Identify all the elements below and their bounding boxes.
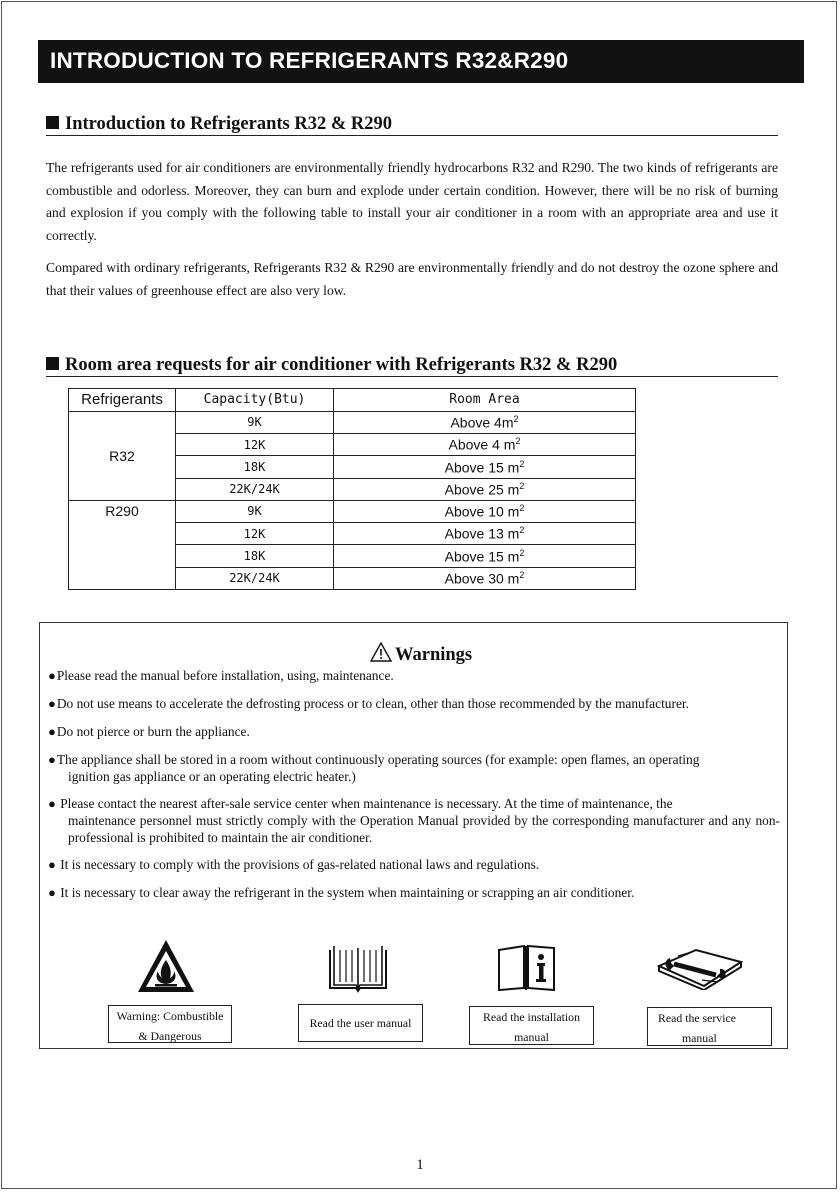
capacity-cell: 9K <box>176 411 334 433</box>
bullet-dot-icon: ● <box>48 796 56 811</box>
capacity-cell: 9K <box>176 500 334 522</box>
refrigerant-cell: R32 <box>69 411 176 500</box>
open-book-icon <box>326 942 390 994</box>
capacity-cell: 18K <box>176 456 334 478</box>
capacity-cell: 22K/24K <box>176 567 334 589</box>
warning-item: ●The appliance shall be stored in a room without continuously operating sources (for example: open flames, an operating ignition gas appliance or an operating electric heater.) <box>48 752 700 784</box>
area-cell: Above 15 $m^2$ <box>334 456 636 478</box>
bullet-dot-icon: ● <box>48 696 56 711</box>
warnings-title <box>370 642 472 666</box>
caption-user-manual: Read the user manual <box>298 1004 423 1042</box>
area-cell: Above 15 $m^2$ <box>334 545 636 567</box>
refrigerant-cell: R290 <box>69 500 176 589</box>
room-area-heading <box>46 355 778 377</box>
area-cell: Above $4m^2$ <box>334 411 636 433</box>
bullet-dot-icon: ● <box>48 752 56 767</box>
capacity-cell: 12K <box>176 434 334 456</box>
caption-combustible: Warning: Combustible & Dangerous <box>108 1005 232 1043</box>
bullet-dot-icon: ● <box>48 885 56 900</box>
capacity-cell: 18K <box>176 545 334 567</box>
square-bullet-icon <box>46 116 59 129</box>
intro-paragraph-1: The refrigerants used for air conditioners are environmentally friendly hydrocarbons R32 and R290. The two kinds of refrigerants are combustible and odorless. Moreover, they can burn and explode under certain condition. However, there will be no risk of burning and explosion if you comply with the following table to install your air conditioner in a room with an appropriate area and use it correctly. <box>46 160 778 243</box>
warning-item: ● It is necessary to clear away the refrigerant in the system when maintaining or scrapping an air conditioner. <box>48 885 635 900</box>
area-cell: Above 30 $m^2$ <box>334 567 636 589</box>
area-cell: Above 13 $m^2$ <box>334 523 636 545</box>
bullet-dot-icon: ● <box>48 857 56 872</box>
table-row <box>69 411 636 433</box>
header-room-area: Room Area <box>334 389 636 412</box>
area-cell: Above 10 $m^2$ <box>334 500 636 522</box>
header-refrigerants: Refrigerants <box>69 389 176 412</box>
warning-item: ● It is necessary to comply with the provisions of gas-related national laws and regulations. <box>48 857 540 872</box>
room-area-heading-text: Room area requests for air conditioner with Refrigerants R32 & R290 <box>65 355 618 375</box>
bullet-dot-icon: ● <box>48 724 56 739</box>
warning-triangle-icon <box>370 642 392 662</box>
table-row <box>69 500 636 522</box>
intro-heading <box>46 114 778 136</box>
table-header-row <box>69 389 636 412</box>
intro-paragraph-2: Compared with ordinary refrigerants, Refrigerants R32 & R290 are environmentally friendly and do not destroy the ozone sphere and that their values of greenhouse effect are also very low. <box>46 260 778 298</box>
warning-item: ●Do not use means to accelerate the defrosting process or to clean, other than those recommended by the manufacturer. <box>48 696 689 711</box>
info-book-icon <box>496 944 558 992</box>
area-cell: Above 4 $m^2$ <box>334 434 636 456</box>
warnings-title-text: Warnings <box>395 645 473 665</box>
warning-item: ●Do not pierce or burn the appliance. <box>48 724 250 739</box>
bullet-dot-icon: ● <box>48 668 56 683</box>
intro-heading-text: Introduction to Refrigerants R32 & R290 <box>65 114 392 134</box>
wrench-book-icon <box>656 946 744 990</box>
flammable-warning-icon <box>136 938 196 994</box>
caption-service-manual: Read the service manual <box>647 1007 772 1046</box>
header-capacity: Capacity(Btu) <box>176 389 334 412</box>
capacity-cell: 12K <box>176 523 334 545</box>
room-area-table <box>68 388 636 590</box>
warning-item: ● Please contact the nearest after-sale service center when maintenance is necessary. At the time of maintenance, the maintenance personnel must strictly comply with the Operation Manual provided by the corresponding manufacturer and any non-professional is prohibited to maintain the air conditioner. <box>48 796 780 845</box>
page-number: 1 <box>416 1157 424 1173</box>
banner-title: INTRODUCTION TO REFRIGERANTS R32&R290 <box>50 48 569 73</box>
caption-installation-manual: Read the installation manual <box>469 1006 594 1045</box>
area-cell: Above 25 $m^2$ <box>334 478 636 500</box>
capacity-cell: 22K/24K <box>176 478 334 500</box>
title-banner <box>38 40 804 83</box>
square-bullet-icon <box>46 357 59 370</box>
warning-item: ●Please read the manual before installation, using, maintenance. <box>48 668 394 683</box>
